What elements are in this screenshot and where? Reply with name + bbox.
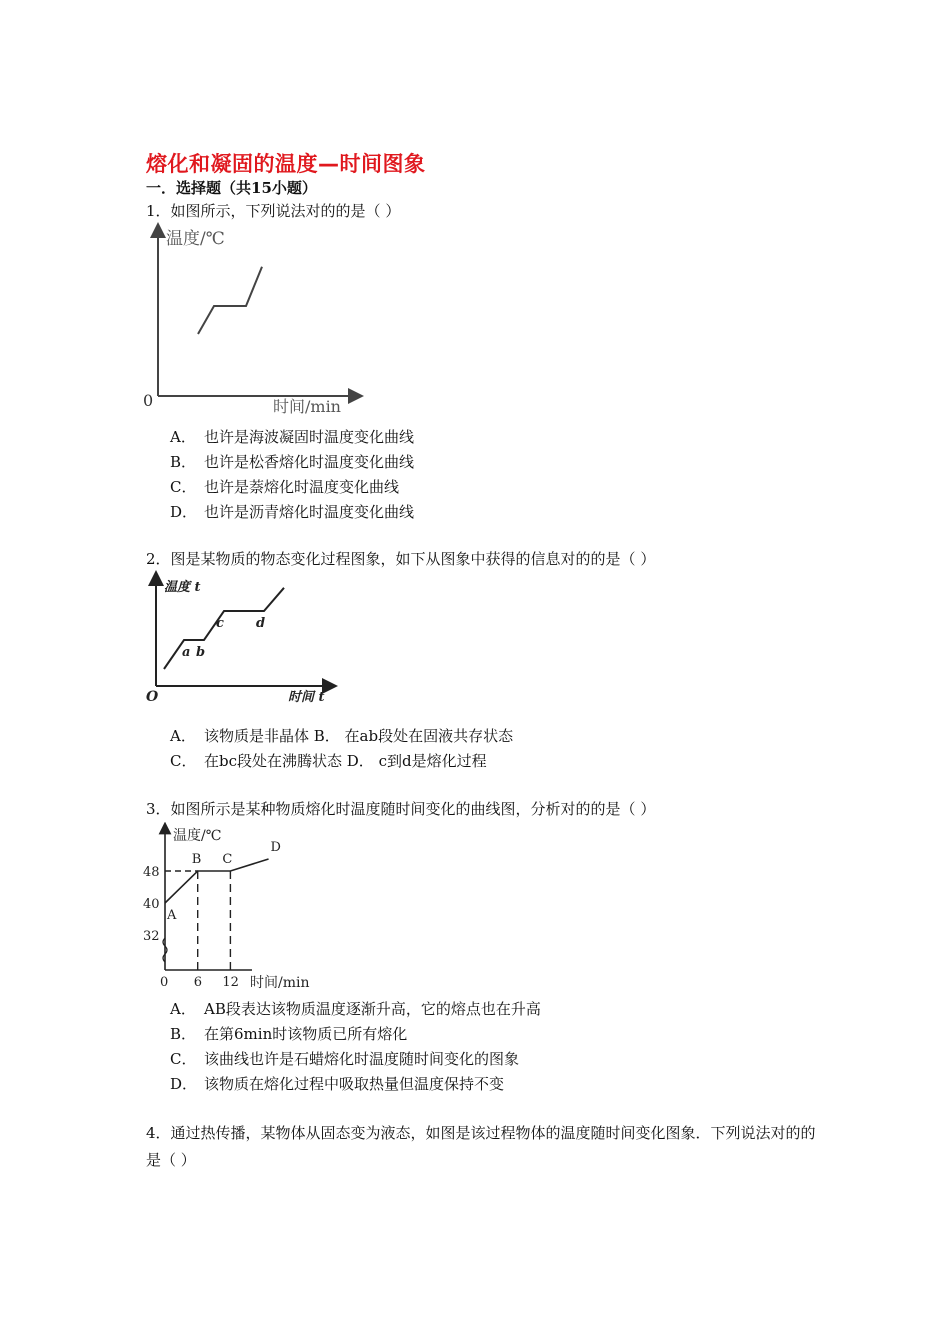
question-3-figure [140, 822, 330, 994]
question-1-figure [138, 222, 368, 418]
chart-3-line [165, 859, 269, 903]
question-3-stem: 3．如图所示是某种物质熔化时温度随时间变化的曲线图，分析对的的是（ ） [146, 800, 656, 818]
point-label-D: D [270, 840, 281, 855]
x-tick-0: 0 [160, 975, 169, 990]
q3-option-c: C． 该曲线也许是石蜡熔化时温度随时间变化的图象 [170, 1050, 520, 1068]
q1-option-a: A． 也许是海波凝固时温度变化曲线 [170, 428, 415, 446]
q1-option-c: C． 也许是萘熔化时温度变化曲线 [170, 478, 400, 496]
q2-options-line-2: C． 在bc段处在沸腾状态 D． c到d是熔化过程 [170, 752, 487, 770]
point-label-a: a [182, 645, 191, 660]
q1-option-d: D． 也许是沥青熔化时温度变化曲线 [170, 503, 415, 521]
q3-option-d: D． 该物质在熔化过程中吸取热量但温度保持不变 [170, 1075, 505, 1093]
y-tick-32: 32 [143, 929, 160, 944]
chart-2-series [164, 588, 284, 669]
chart-1-line [198, 267, 262, 334]
chart-3-series [143, 840, 281, 990]
point-label-B: B [191, 852, 202, 867]
origin-label: 0 [143, 391, 154, 410]
x-axis-label: 时间 t [288, 690, 325, 705]
q3-option-a: A． AB段表达该物质温度逐渐升高，它的熔点也在升高 [170, 1000, 541, 1018]
point-label-C: C [222, 852, 233, 867]
question-1-stem: 1．如图所示，下列说法对的的是（ ） [146, 202, 401, 220]
page-title: 熔化和凝固的温度—时间图象 [146, 152, 426, 176]
question-2-stem: 2．图是某物质的物态变化过程图象，如下从图象中获得的信息对的的是（ ） [146, 550, 656, 568]
section-heading: 一．选择题（共15小题） [146, 179, 317, 197]
question-2-figure [138, 570, 338, 706]
x-axis-label: 时间/min [273, 397, 341, 416]
y-axis-label: 温度 t [164, 580, 201, 595]
y-tick-48: 48 [143, 865, 160, 880]
point-label-b: b [196, 645, 206, 660]
q3-option-b: B． 在第6min时该物质已所有熔化 [170, 1025, 408, 1043]
q2-options-line-1: A． 该物质是非晶体 B． 在ab段处在固液共存状态 [170, 727, 514, 745]
chart-1-series [198, 267, 262, 334]
origin-label: O [146, 689, 159, 705]
x-tick-12: 12 [222, 975, 239, 990]
x-tick-6: 6 [193, 975, 202, 990]
point-label-A: A [167, 908, 177, 923]
y-tick-40: 40 [143, 897, 160, 912]
q1-option-b: B． 也许是松香熔化时温度变化曲线 [170, 453, 415, 471]
y-axis-label: 温度/℃ [173, 828, 222, 844]
y-axis-label: 温度/℃ [166, 229, 225, 249]
point-label-d: d [256, 616, 266, 631]
point-label-c: c [216, 616, 224, 631]
x-axis-label: 时间/min [250, 975, 310, 991]
question-4-stem: 4．通过热传播，某物体从固态变为液态，如图是该过程物体的温度随时间变化图象．下列说法对的的是（ ） [146, 1124, 816, 1169]
